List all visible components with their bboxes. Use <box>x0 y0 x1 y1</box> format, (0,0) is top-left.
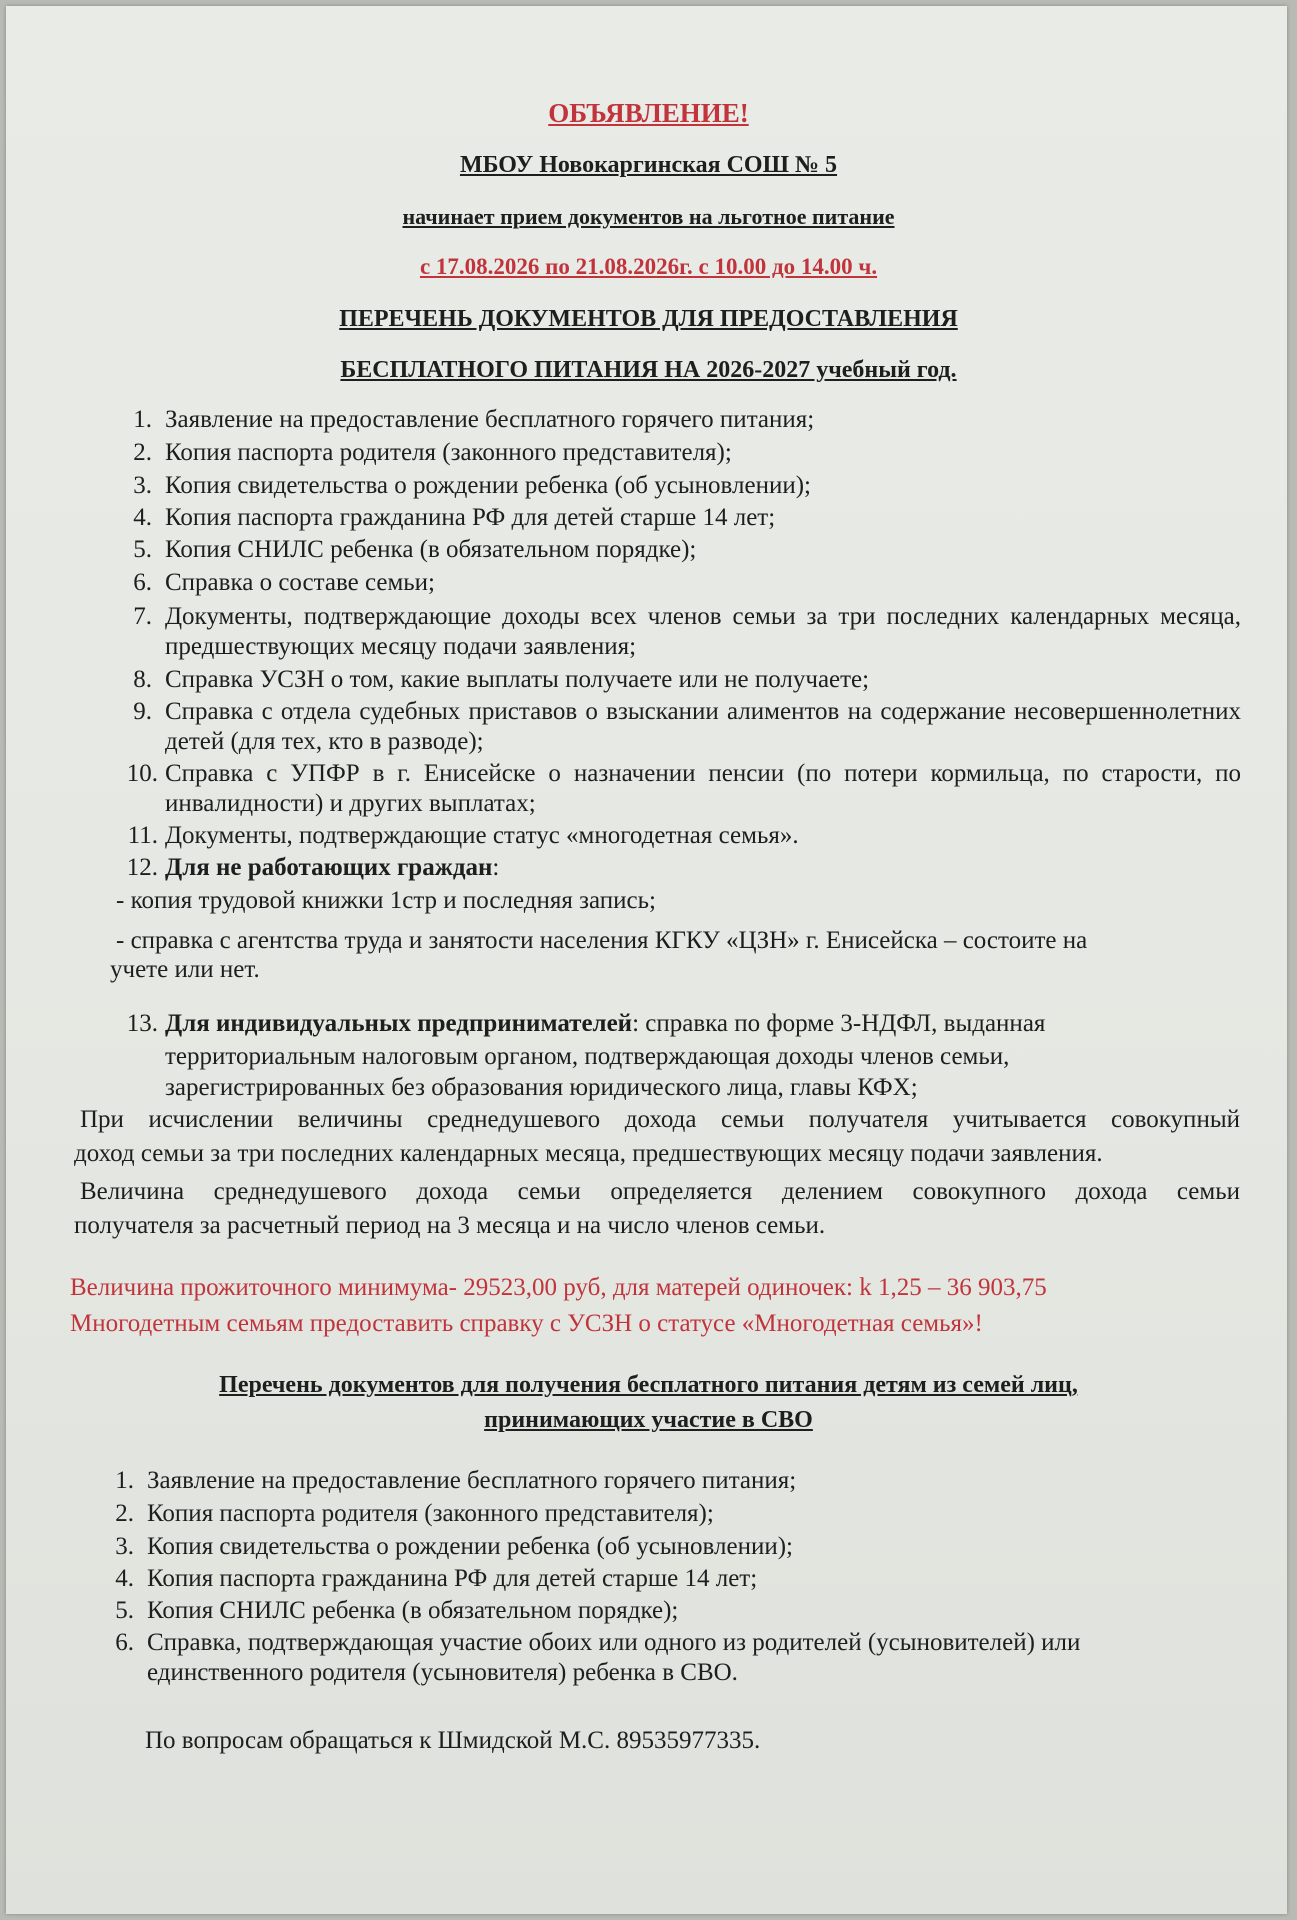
item-12-sub-2-cont: учете или нет. <box>110 956 260 983</box>
large-family-notice: Многодетным семьям предоставить справку с УСЗН о статусе «Многодетная семья»! <box>70 1310 983 1337</box>
item-12-label: Для не работающих граждан <box>165 854 493 881</box>
item-12-sub-2: - справка с агентства труда и занятости населения КГКУ «ЦЗН» г. Енисейска – состоите на <box>116 927 1088 954</box>
list-title-line-1: ПЕРЕЧЕНЬ ДОКУМЕНТОВ ДЛЯ ПРЕДОСТАВЛЕНИЯ <box>339 306 958 332</box>
paragraph-1-line-1: При исчислении величины среднедушевого дохода семьи получателя учитывается совокупный <box>80 1106 1240 1133</box>
document-page: ОБЪЯВЛЕНИЕ! МБОУ Новокаргинская СОШ № 5 начинает прием документов на льготное питание с 17.08.2026 по 21.08.2026г. с 10.00 до 14.00 ч. ПЕРЕЧЕНЬ ДОКУМЕНТОВ ДЛЯ ПРЕДОСТАВЛЕНИЯ БЕСПЛАТНОГО ПИТАНИЯ НА 2026-2027 учебный год. 1. Заявление на предоставление бесплатного горячего питания; 2. Копия паспорта родителя (законного представителя); 3. Копия свидетельства о рождении ребенка (об усыновлении); 4. Копия паспорта гражданина РФ для детей старше 14 лет; 5. Копия СНИЛС ребенка (в обязательном порядке); 6. Справка о составе семьи; 7. Документы, подтверждающие доходы всех членов семьи за три последних календарных месяца, предшествующих месяцу подачи заявления; 8. Справка УСЗН о том, какие выплаты получаете или не получаете; 9. Справка с отдела судебных приставов о взыскании алиментов на содержание несовершеннолетних детей (для тех, кто в разводе); 10. Справка с УПФР в г. Енисейске о назначении пенсии (по потери кормильца, по старости, по инвалидности) и других выплатах; 11. Документы, подтверждающие статус «многодетная семья». 12. Для не работающих граждан: - копия трудовой книжки 1стр и последняя запись; - справка с агентства труда и занятости населения КГКУ «ЦЗН» г. Енисейска – состоите на учете или нет. 13. Для индивидуальных предпринимателей: справка по форме 3-НДФЛ, выданная территориальным налоговым органом, подтверждающая доходы членов семьи, зарегистрированных без образования юридического лица, главы КФХ; При исчислении величины среднедушевого дохода семьи получателя учитывается совокупный доход семьи за три последних календарных месяца, предшествующих месяцу подачи заявления. Величина среднедушевого дохода семьи определяется делением совокупного дохода семьи получателя за расчетный период на 3 месяца и на число членов семьи. Величина прожиточного минимума- 29523,00 руб, для матерей одиночек: k 1,25 – 36 903,75 Многодетным семьям предоставить справку с УСЗН о статусе «Многодетная семья»! Перечень документов для получения бесплатного питания детям из семей лиц, принимающих участие в СВО 1. Заявление на предоставление бесплатного горячего питания; 2. Копия паспорта родителя (законного представителя); 3. Копия свидетельства о рождении ребенка (об усыновлении); 4. Копия паспорта гражданина РФ для детей старше 14 лет; 5. Копия СНИЛС ребенка (в обязательном порядке); 6. Справка, подтверждающая участие обоих или одного из родителей (усыновителей) или единственного родителя (усыновителя) ребенка в СВО. По вопросам обращаться к Шмидской М.С. 89535977335. <box>6 6 1287 1914</box>
item-13-line-2: территориальным налоговым органом, подтверждающая доходы членов семьи, <box>165 1043 1010 1070</box>
contact-info: По вопросам обращаться к Шмидской М.С. 89535977335. <box>145 1727 761 1754</box>
item-13-label: Для индивидуальных предпринимателей <box>165 1010 633 1037</box>
paragraph-1-line-2: доход семьи за три последних календарных месяца, предшествующих месяцу подачи заявления. <box>74 1140 1103 1167</box>
svo-title-line-2: принимающих участие в СВО <box>484 1407 813 1433</box>
intake-heading: начинает прием документов на льготное питание <box>402 204 895 229</box>
announcement-title: ОБЪЯВЛЕНИЕ! <box>548 98 749 128</box>
subsistence-minimum-notice: Величина прожиточного минимума- 29523,00 руб, для матерей одиночек: k 1,25 – 36 903,75 <box>70 1274 1047 1301</box>
item-12-sub-1: - копия трудовой книжки 1стр и последняя запись; <box>116 887 656 914</box>
intake-dates: с 17.08.2026 по 21.08.2026г. с 10.00 до 14.00 ч. <box>419 254 878 279</box>
paragraph-2-line-2: получателя за расчетный период на 3 месяца и на число членов семьи. <box>74 1212 826 1239</box>
school-name: МБОУ Новокаргинская СОШ № 5 <box>459 152 838 178</box>
svo-title-line-1: Перечень документов для получения бесплатного питания детям из семей лиц, <box>219 1372 1078 1398</box>
item-13-line-3: зарегистрированных без образования юридического лица, главы КФХ; <box>165 1074 918 1101</box>
paragraph-2-line-1: Величина среднедушевого дохода семьи определяется делением совокупного дохода семьи <box>80 1178 1240 1205</box>
list-title-line-2: БЕСПЛАТНОГО ПИТАНИЯ НА 2026-2027 учебный год. <box>340 357 957 383</box>
